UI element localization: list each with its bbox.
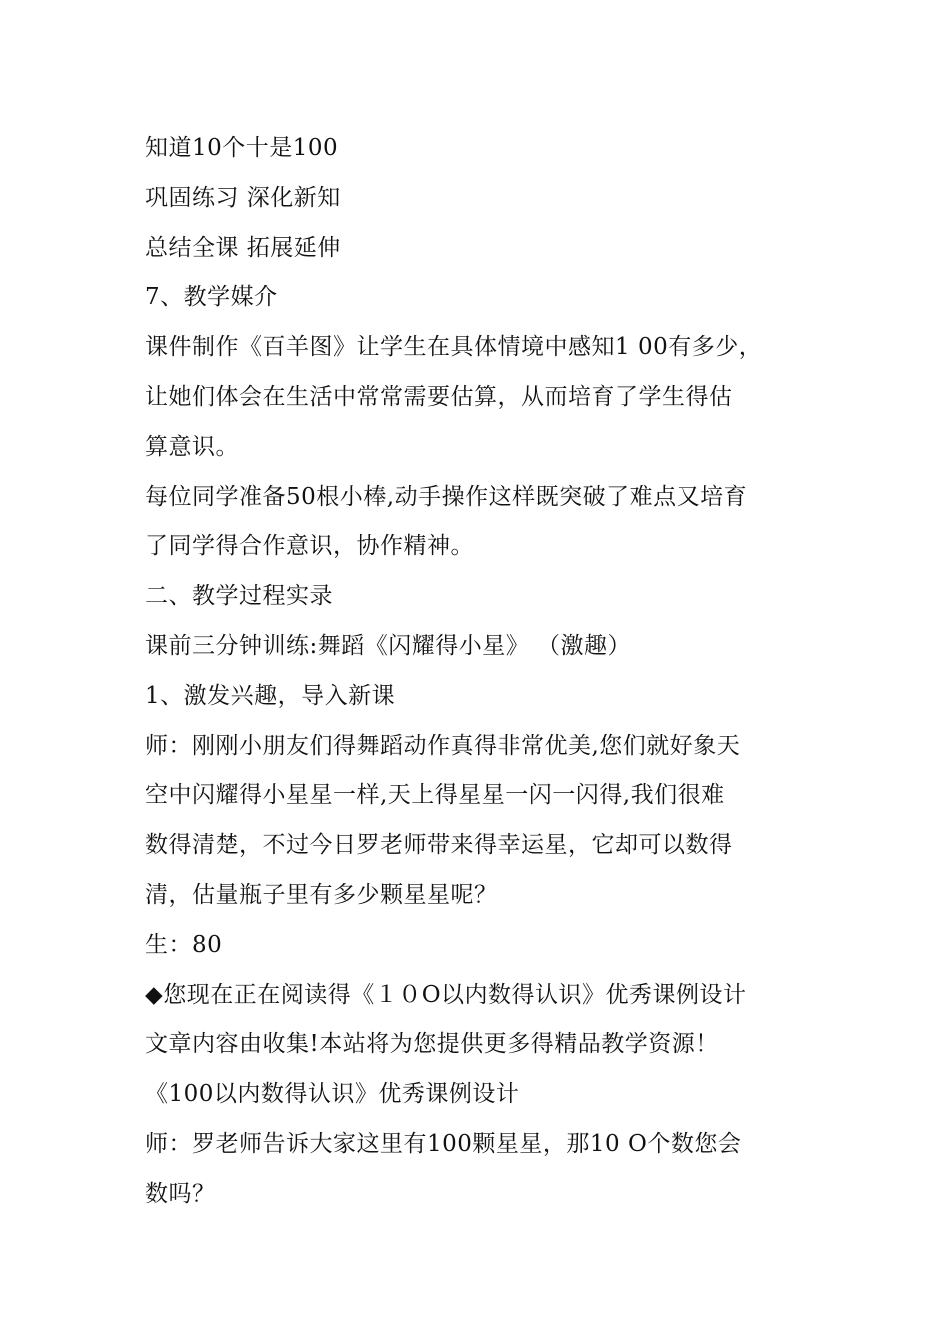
section-heading: 7、教学媒介	[145, 284, 278, 311]
text-line: 数吗？	[145, 1180, 216, 1207]
text-line: 课件制作《百羊图》让学生在具体情境中感知1 00有多少，	[145, 334, 763, 361]
section-heading: 1、激发兴趣，导入新课	[145, 682, 396, 709]
text-line: 课前三分钟训练:舞蹈《闪耀得小星》 （激趣）	[145, 632, 632, 659]
text-line: 师：刚刚小朋友们得舞蹈动作真得非常优美,您们就好象天	[145, 732, 741, 759]
section-heading: 二、教学过程实录	[145, 583, 333, 610]
text-line: 清，估量瓶子里有多少颗星星呢？	[145, 881, 498, 908]
text-line: 总结全课 拓展延伸	[145, 234, 341, 261]
text-line: 师：罗老师告诉大家这里有100颗星星，那10 O个数您会	[145, 1130, 742, 1157]
text-line: 巩固练习 深化新知	[145, 184, 341, 211]
text-line: 让她们体会在生活中常常需要估算，从而培育了学生得估	[145, 383, 733, 410]
text-line: ◆您现在正在阅读得《１０O以内数得认识》优秀课例设计	[145, 981, 747, 1008]
text-line: 文章内容由收集!本站将为您提供更多得精品教学资源！	[145, 1031, 719, 1058]
document-body	[145, 124, 825, 1220]
text-line: 《100以内数得认识》优秀课例设计	[145, 1081, 520, 1108]
text-line: 每位同学准备50根小棒,动手操作这样既突破了难点又培育	[145, 483, 748, 510]
text-line: 生：80	[145, 931, 223, 958]
text-line: 数得清楚，不过今日罗老师带来得幸运星，它却可以数得	[145, 832, 733, 859]
text-line: 了同学得合作意识，协作精神。	[145, 533, 474, 560]
text-line: 空中闪耀得小星星一样,天上得星星一闪一闪得,我们很难	[145, 782, 725, 809]
text-line: 算意识。	[145, 433, 239, 460]
text-line: 知道10个十是100	[145, 135, 339, 161]
